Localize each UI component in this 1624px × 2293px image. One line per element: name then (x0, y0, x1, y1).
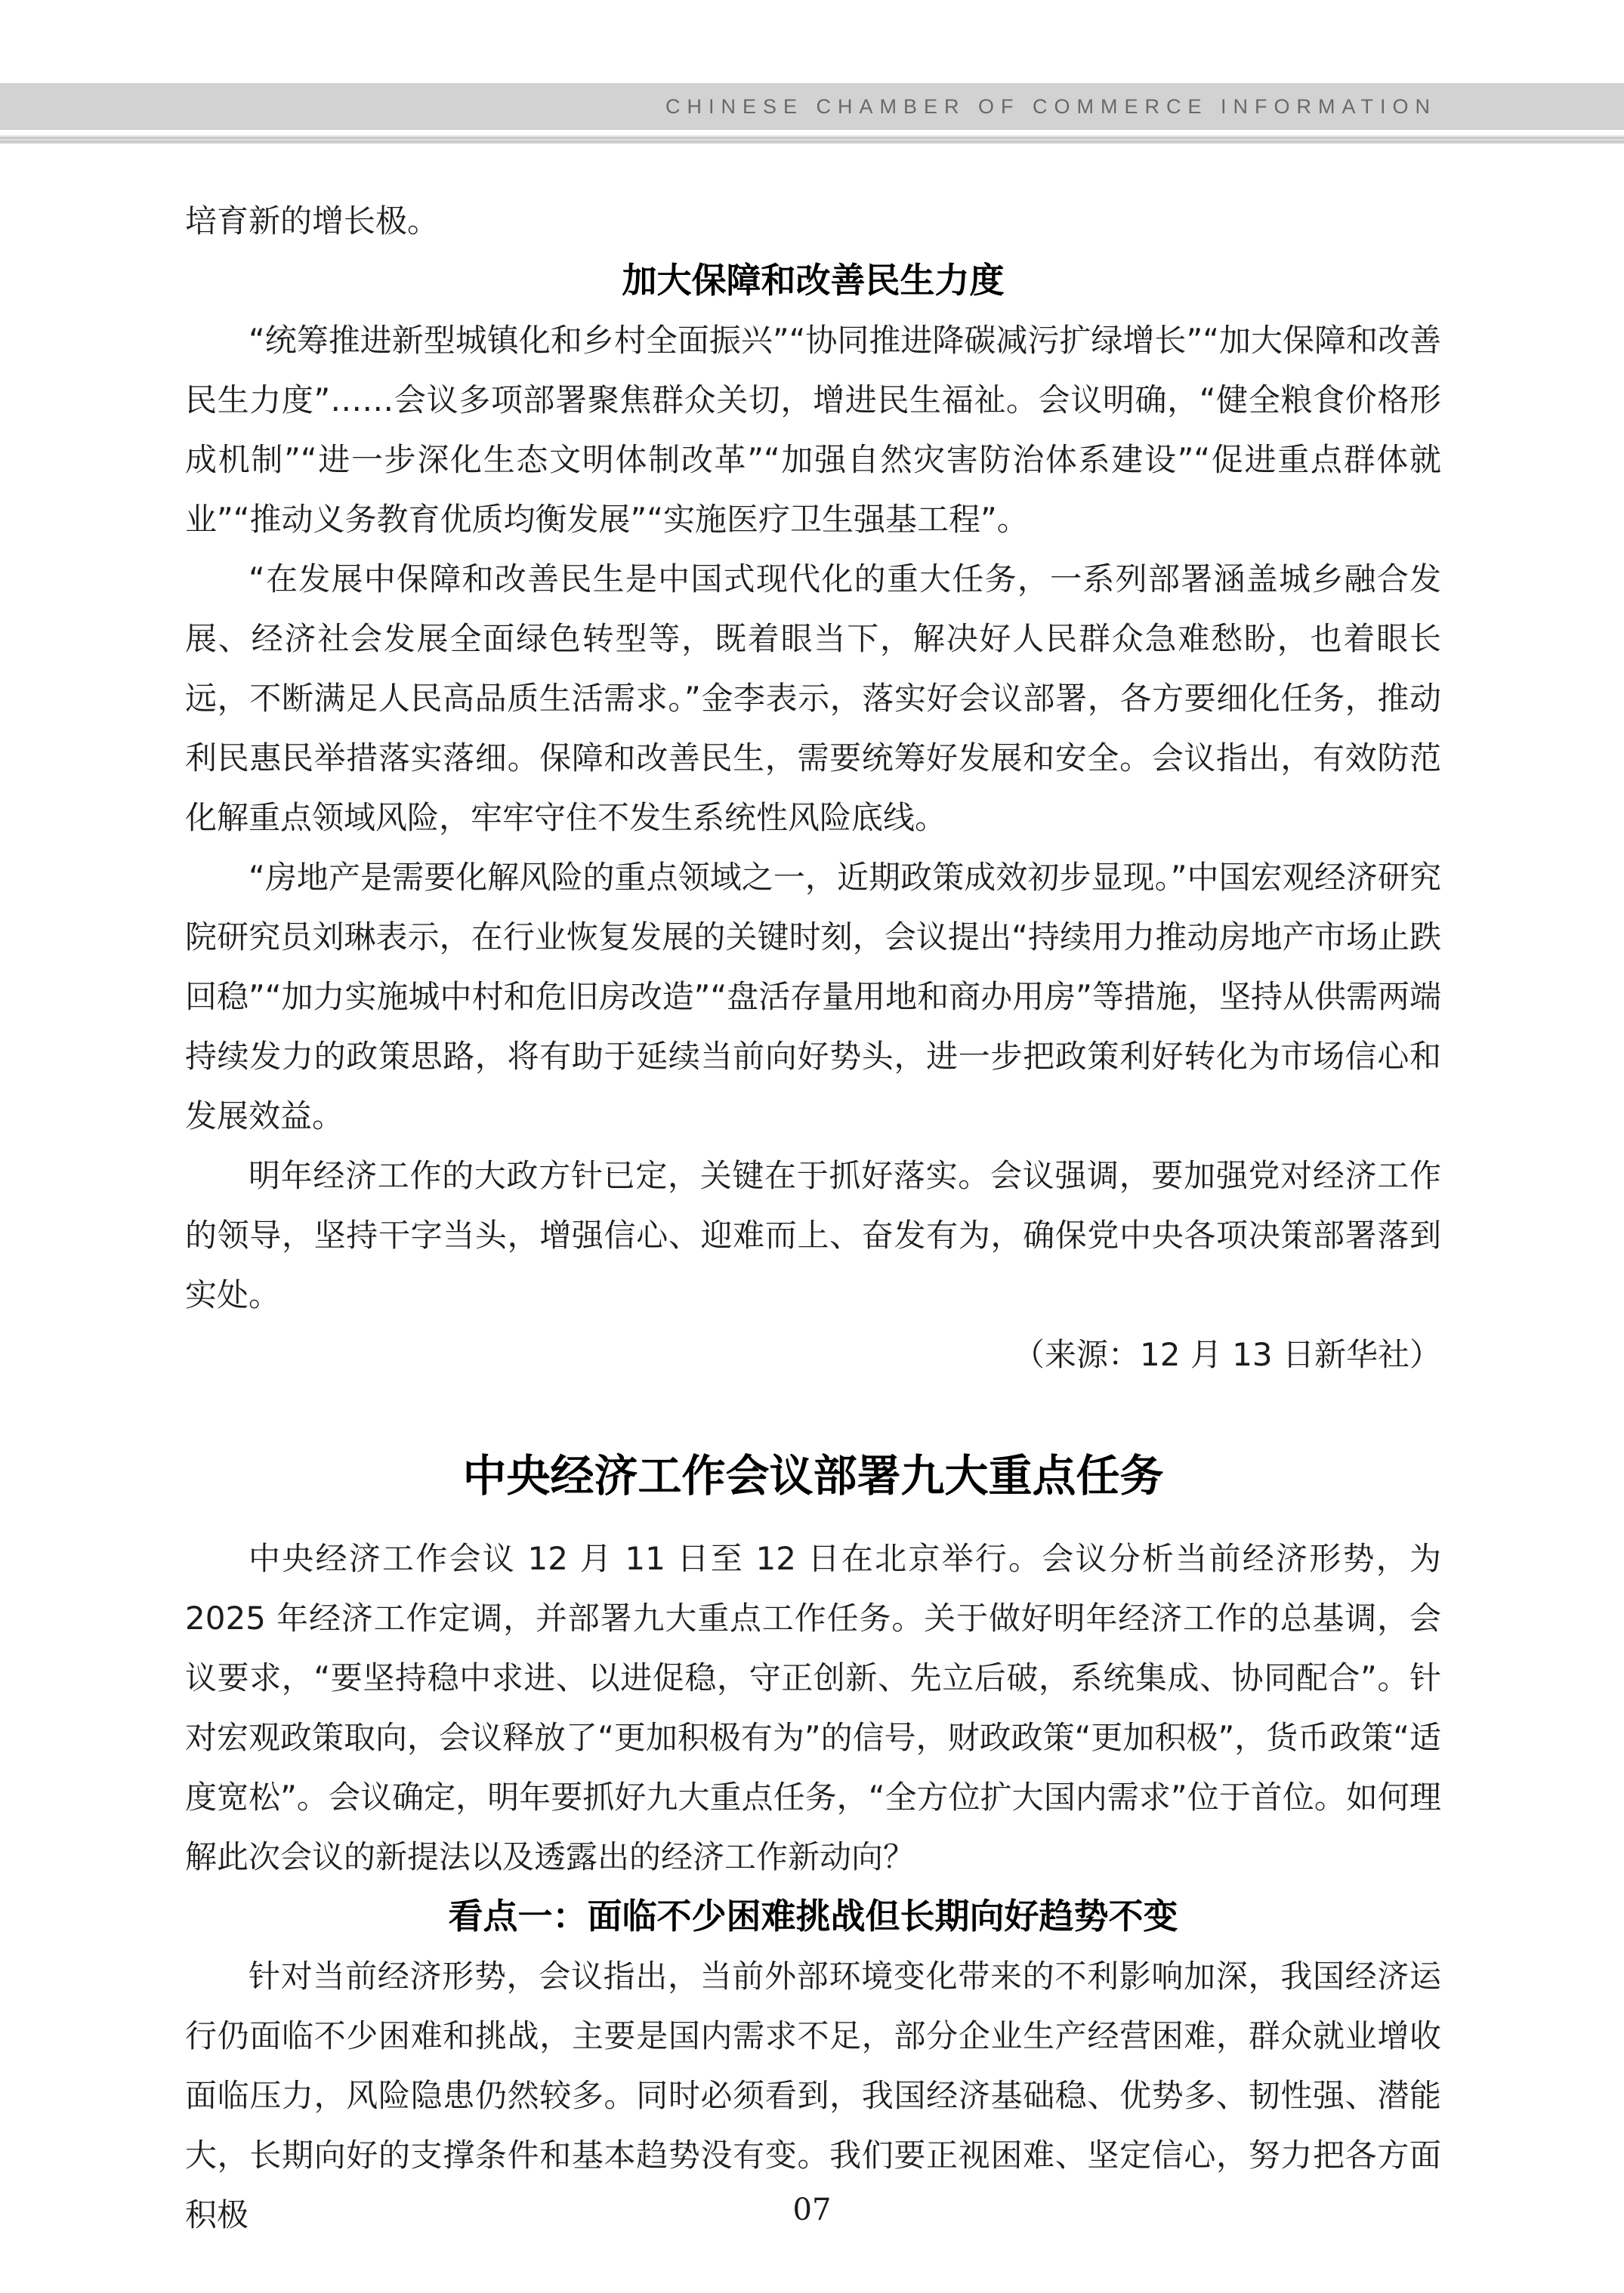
section-heading-minsheng: 加大保障和改善民生力度 (622, 260, 1005, 301)
paragraph: 针对当前经济形势，会议指出，当前外部环境变化带来的不利影响加深，我国经济运行仍面临不少困难和挑战，主要是国内需求不足，部分企业生产经营困难，群众就业增收面临压力，风险隐患仍然较多。同时必须看到，我国经济基础稳、优势多、韧性强、潜能大，长期向好的支撑条件和基本趋势没有变。我们要正视困难、坚定信心，努力把各方面积极 (185, 1958, 1441, 2233)
header-bar (0, 83, 1624, 130)
sub-heading-highlight-one: 看点一：面临不少困难挑战但长期向好趋势不变 (448, 1896, 1178, 1937)
paragraph: 中央经济工作会议 12 月 11 日至 12 日在北京举行。会议分析当前经济形势，为 2025 年经济工作定调，并部署九大重点工作任务。关于做好明年经济工作的总基调，会议要求，“要坚持稳中求进、以进促稳，守正创新、先立后破，系统集成、协同配合”。针对宏观政策取向，会议释放了“更加积极有为”的信号，财政政策“更加积极”，货币政策“适度宽松”。会议确定，明年要抓好九大重点任务，“全方位扩大国内需求”位于首位。如何理解此次会议的新提法以及透露出的经济工作新动向？ (185, 1540, 1441, 1875)
page-content (185, 191, 1441, 2245)
page-number: 07 (792, 2193, 832, 2227)
paragraph: “在发展中保障和改善民生是中国式现代化的重大任务，一系列部署涵盖城乡融合发展、经济社会发展全面绿色转型等，既着眼当下，解决好人民群众急难愁盼，也着眼长远，不断满足人民高品质生活需求。”金李表示，落实好会议部署，各方要细化任务，推动利民惠民举措落实落细。保障和改善民生，需要统筹好发展和安全。会议指出，有效防范化解重点领域风险，牢牢守住不发生系统性风险底线。 (185, 560, 1441, 836)
source-attribution: （来源：12 月 13 日新华社） (1013, 1336, 1441, 1373)
continuation-line: 培育新的增长极。 (185, 202, 440, 239)
paragraph: “统筹推进新型城镇化和乡村全面振兴”“协同推进降碳减污扩绿增长”“加大保障和改善民生力度”……会议多项部署聚焦群众关切，增进民生福祉。会议明确，“健全粮食价格形成机制”“进一步深化生态文明体制改革”“加强自然灾害防治体系建设”“促进重点群体就业”“推动义务教育优质均衡发展”“实施医疗卫生强基工程”。 (185, 322, 1441, 538)
paragraph: 明年经济工作的大政方针已定，关键在于抓好落实。会议强调，要加强党对经济工作的领导，坚持干字当头，增强信心、迎难而上、奋发有为，确保党中央各项决策部署落到实处。 (185, 1157, 1441, 1313)
header-divider-stripes (0, 135, 1624, 144)
paragraph: “房地产是需要化解风险的重点领域之一，近期政策成效初步显现。”中国宏观经济研究院研究员刘琳表示，在行业恢复发展的关键时刻，会议提出“持续用力推动房地产市场止跌回稳”“加力实施城中村和危旧房改造”“盘活存量用地和商办用房”等措施，坚持从供需两端持续发力的政策思路，将有助于延续当前向好势头，进一步把政策利好转化为市场信心和发展效益。 (185, 859, 1441, 1134)
article-title: 中央经济工作会议部署九大重点任务 (462, 1450, 1164, 1501)
header-title: CHINESE CHAMBER OF COMMERCE INFORMATION (665, 95, 1437, 118)
